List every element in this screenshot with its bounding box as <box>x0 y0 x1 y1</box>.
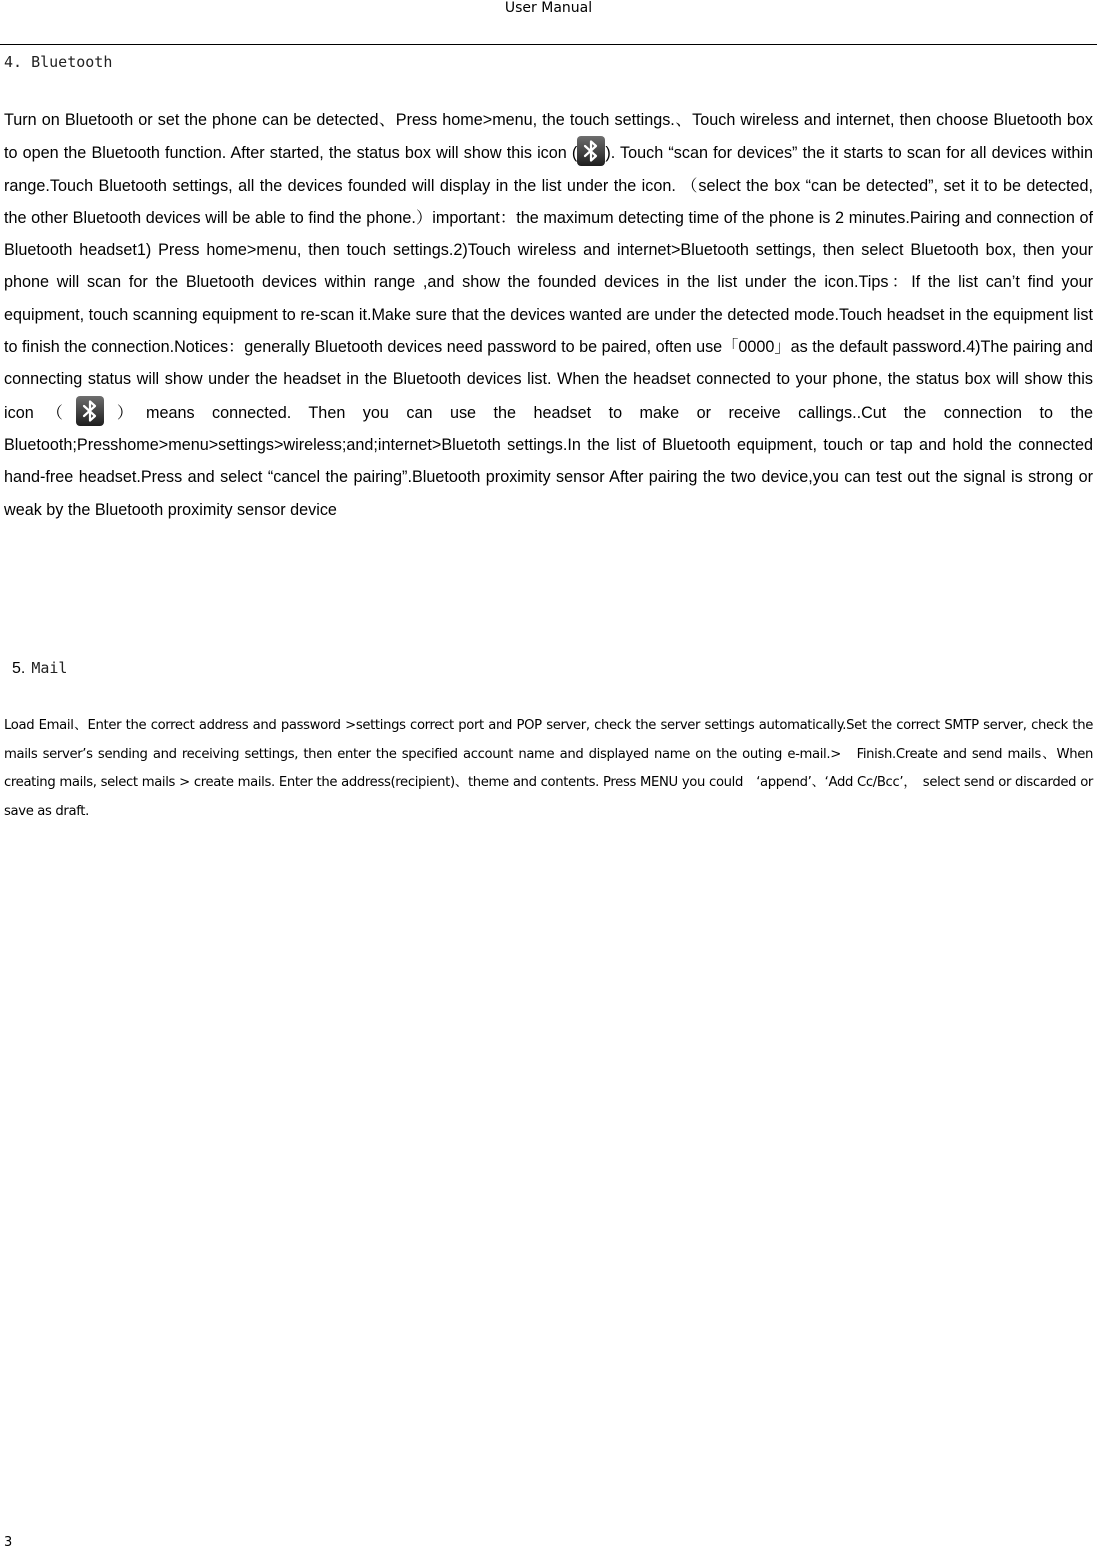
bluetooth-paragraph <box>4 104 1093 526</box>
section-number: 5. <box>12 660 26 677</box>
section-title: Bluetooth <box>31 53 113 71</box>
section-heading-mail <box>12 659 67 678</box>
section-number: 4. <box>4 53 23 71</box>
page-header <box>0 0 1097 45</box>
section-heading-bluetooth <box>4 53 112 71</box>
bluetooth-icon <box>577 136 605 166</box>
bluetooth-text-part3: ）means connected. Then you can use the headset to make or receive callings..Cut the connection to the Bluetooth;Presshome>menu>settings>wireless;and;internet>Bluetoth settings.In the list of Bluetooth equipment, touch or tap and hold the connected hand-free headset.Press and select “cancel the pairing”.Bluetooth proximity sensor After pairing the two device,you can test out the signal is strong or weak by the Bluetooth proximity sensor device <box>4 403 1093 519</box>
bluetooth-icon <box>76 396 104 426</box>
page-number: 3 <box>4 1535 13 1550</box>
header-title: User Manual <box>504 0 593 16</box>
bluetooth-text-part2: ). Touch “scan for devices” the it starts to scan for all devices within range.Touch Bluetooth settings, all the devices founded will display in the list under the icon. （select the box “can be detected”, set it to be detected, the other Bluetooth devices will be able to find the phone.）important：the maximum detecting time of the phone is 2 minutes.Pairing and connection of Bluetooth headset1) Press home>menu, then touch settings.2)Touch wireless and internet>Bluetooth settings, then select Bluetooth box, then your phone will scan for the Bluetooth devices within range ,and show the founded devices in the list under the icon.Tips：If the list can’t find your equipment, touch scanning equipment to re-scan it.Make sure that the devices wanted are under the detected mode.Touch headset in the equipment list to finish the connection.Notices：generally Bluetooth devices need password to be paired, often use「0000」as the default password.4)The pairing and connecting status will show under the headset in the Bluetooth devices list. When the headset connected to your phone, the status box will show this icon（ <box>4 144 1094 422</box>
mail-paragraph: Load Email、Enter the correct address and password >settings correct port and POP server, check the server settings automatically.Set the correct SMTP server, check the mails server’s sending and receiving settings, then enter the specified account name and displayed name on the outing e-mail.> Finish.Create and send mails、When creating mails, select mails > create mails. Enter the address(recipient)、theme and contents. Press MENU you could ‘append’、‘Add Cc/Bcc’， select send or discarded or save as draft. <box>4 718 1093 819</box>
section-title: Mail <box>31 659 68 677</box>
bluetooth-text-part1: Turn on Bluetooth or set the phone can be detected、Press home>menu, the touch settings.、Touch wireless and internet, then choose Bluetooth box to open the Bluetooth function. After started, the status box will show this icon ( <box>4 111 1093 163</box>
